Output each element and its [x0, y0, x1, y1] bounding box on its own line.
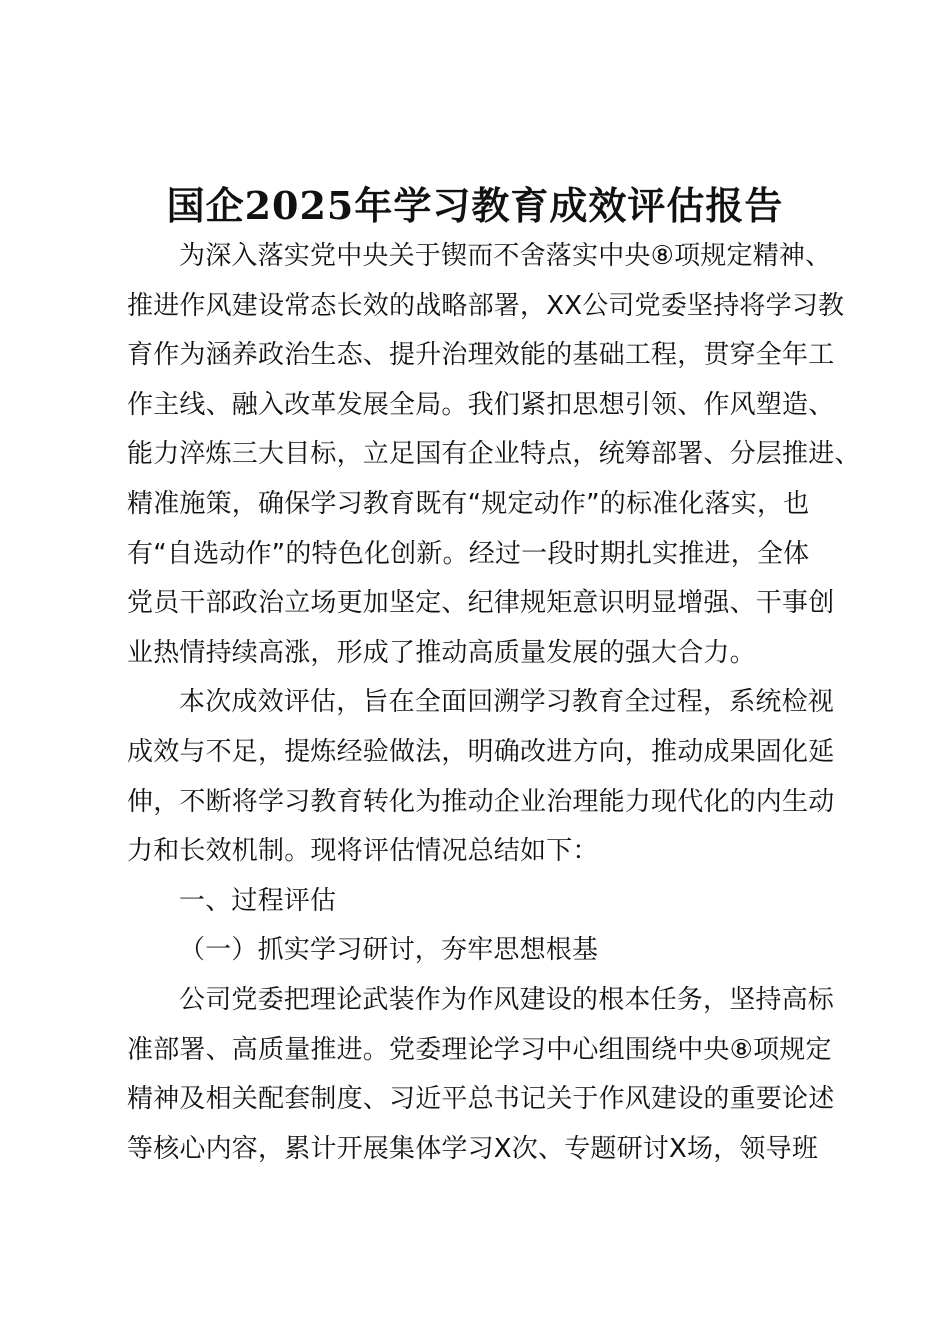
section-heading: 一、过程评估: [179, 885, 337, 916]
paragraph-line: 为深入落实党中央关于锲而不舍落实中央⑧项规定精神、: [179, 241, 832, 271]
paragraph-line: 准部署、高质量推进。党委理论学习中心组围绕中央⑧项规定: [127, 1034, 832, 1065]
document-title: 国企2025年学习教育成效评估报告: [166, 183, 784, 228]
subsection-heading: （一）抓实学习研讨，夯牢思想根基: [179, 935, 599, 966]
paragraph-line: 公司党委把理论武装作为作风建设的根本任务，坚持高标: [179, 984, 835, 1015]
paragraph-line: 作主线、融入改革发展全局。我们紧扣思想引领、作风塑造、: [127, 389, 835, 420]
document-body: [127, 232, 861, 1174]
paragraph-line: 等核心内容，累计开展集体学习X次、专题研讨X场，领导班: [127, 1133, 819, 1164]
paragraph-line: 精准施策，确保学习教育既有“规定动作”的标准化落实，也: [127, 488, 810, 519]
paragraph-line: 有“自选动作”的特色化创新。经过一段时期扎实推进，全体: [127, 538, 810, 569]
paragraph-line: 推进作风建设常态长效的战略部署，XX公司党委坚持将学习教: [127, 290, 845, 321]
paragraph-line: 本次成效评估，旨在全面回溯学习教育全过程，系统检视: [179, 687, 835, 718]
paragraph-line: 伸，不断将学习教育转化为推动企业治理能力现代化的内生动: [127, 786, 835, 817]
paragraph-line: 能力淬炼三大目标，立足国有企业特点，统筹部署、分层推进、: [127, 439, 861, 470]
paragraph-line: 育作为涵养政治生态、提升治理效能的基础工程，贯穿全年工: [127, 340, 835, 371]
paragraph-line: 党员干部政治立场更加坚定、纪律规矩意识明显增强、干事创: [127, 588, 835, 619]
paragraph-line: 成效与不足，提炼经验做法，明确改进方向，推动成果固化延: [127, 736, 835, 767]
paragraph-line: 力和长效机制。现将评估情况总结如下：: [127, 836, 599, 867]
paragraph-line: 业热情持续高涨，形成了推动高质量发展的强大合力。: [127, 637, 756, 668]
paragraph-line: 精神及相关配套制度、习近平总书记关于作风建设的重要论述: [127, 1084, 835, 1115]
